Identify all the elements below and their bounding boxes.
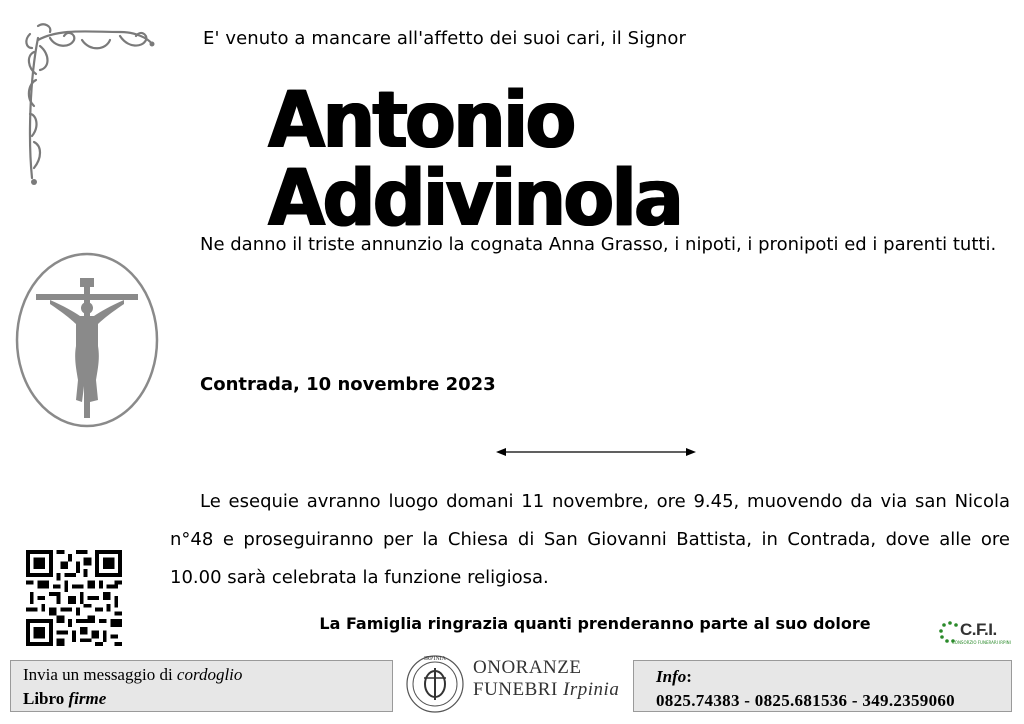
info-box	[633, 660, 1012, 712]
info-colon: :	[686, 667, 692, 686]
agency-line-1: ONORANZE	[473, 657, 582, 678]
info-label: Info	[656, 667, 687, 686]
condolence-box[interactable]	[10, 660, 393, 712]
condolence-prefix: Invia un messaggio di	[23, 665, 177, 684]
corner-ornament-icon	[20, 18, 155, 186]
intro-line: E' venuto a mancare all'affetto dei suoi cari, il Signor	[203, 28, 686, 49]
crucifix-icon	[14, 250, 160, 430]
guestbook-link[interactable]	[23, 687, 392, 711]
deceased-name: Antonio Addivinola	[268, 76, 682, 244]
cfi-logo-text: C.F.I.	[960, 620, 997, 639]
agency-seal-icon	[404, 648, 466, 718]
double-arrow-divider-icon	[494, 444, 698, 460]
seal-top-text: IRPINIA	[424, 656, 446, 662]
condolence-link[interactable]	[23, 663, 392, 687]
cfi-logo	[938, 618, 1018, 652]
funeral-details: Le esequie avranno luogo domani 11 novembre, ore 9.45, muovendo da via san Nicola n°48 e proseguiranno per la Chiesa di San Giovanni Battista, in Contrada, dove alle ore 10.00 sarà celebrata la funzione religiosa.	[170, 491, 1010, 588]
agency-name	[473, 657, 619, 701]
family-thanks: La Famiglia ringrazia quanti prenderanno parte al suo dolore	[319, 614, 871, 633]
qr-code[interactable]	[24, 550, 124, 646]
agency-line-2-prefix: FUNEBRI	[473, 679, 564, 700]
phone-numbers[interactable]: 0825.74383 - 0825.681536 - 349.2359060	[656, 691, 955, 710]
agency-line-2	[473, 679, 619, 701]
condolence-word: cordoglio	[176, 665, 243, 684]
info-header	[656, 665, 1011, 689]
agency-line-2-word: Irpinia	[563, 679, 620, 700]
book-word: firme	[68, 689, 107, 708]
announcement-text: Ne danno il triste annunzio la cognata Anna Grasso, i nipoti, i pronipoti ed i parenti tutti.	[200, 234, 997, 255]
book-prefix: Libro	[23, 689, 69, 708]
place-date: Contrada, 10 novembre 2023	[200, 374, 496, 395]
cfi-logo-subtitle: CONSORZIO FUNERARI IRPINI	[952, 640, 1011, 645]
